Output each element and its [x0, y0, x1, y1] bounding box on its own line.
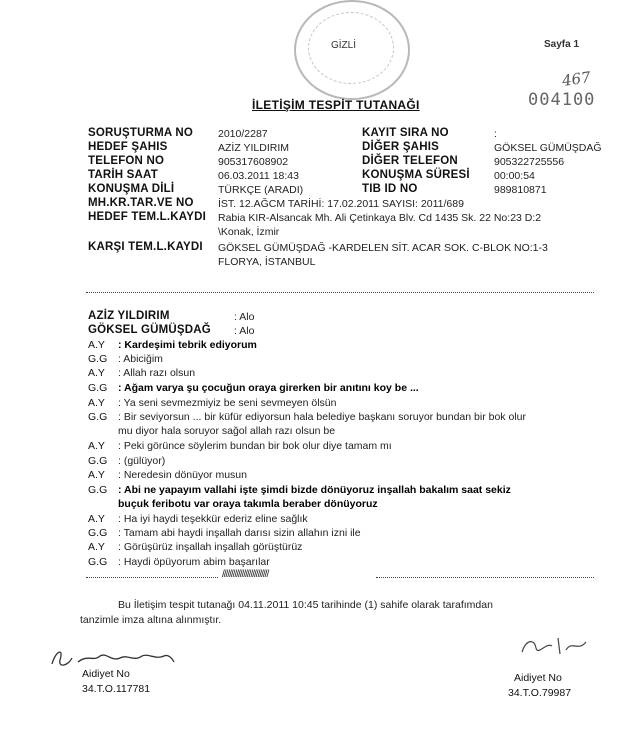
greeting-name: GÖKSEL GÜMÜŞDAĞ: [88, 324, 211, 336]
field-value: 905322725556: [494, 156, 565, 168]
hedef-tel-line2: \Konak, İzmir: [218, 226, 280, 238]
field-label: DİĞER TELEFON: [362, 155, 458, 167]
dialog-line: : Ha iyi haydi teşekkür ederiz eline sağlık: [118, 513, 308, 525]
dialog-speaker: G.G: [88, 484, 108, 496]
signature-label: Aidiyet No: [514, 672, 562, 684]
field-value: 989810871: [494, 184, 547, 196]
handwritten-number: 467: [560, 68, 592, 90]
dialog-speaker: G.G: [88, 527, 108, 539]
dialog-speaker: A.Y: [88, 469, 105, 481]
field-value: 00:00:54: [494, 170, 535, 182]
dialog-speaker: A.Y: [88, 513, 105, 525]
dialog-speaker: A.Y: [88, 367, 105, 379]
signature-number: 34.T.O.79987: [508, 687, 572, 699]
closing-line2: tanzimle imza altına alınmıştır.: [80, 614, 222, 626]
dialog-line: buçuk feribotu var oraya takımla beraber dönüyoruz: [118, 498, 378, 510]
dialog-line: mu diyor hala soruyor sağol allah razı olsun be: [118, 425, 336, 437]
separator-rule: [86, 292, 594, 293]
dialog-line: : Abiciğim: [118, 353, 163, 365]
field-label: SORUŞTURMA NO: [88, 127, 194, 139]
field-value: 06.03.2011 18:43: [218, 170, 299, 182]
page-title: İLETİŞİM TESPİT TUTANAĞI: [252, 98, 420, 112]
dialog-speaker: A.Y: [88, 397, 105, 409]
end-rule-right: [376, 577, 594, 578]
field-label: TELEFON NO: [88, 155, 165, 167]
dialog-speaker: A.Y: [88, 541, 105, 553]
karsi-tel-label: KARŞI TEM.L.KAYDI: [88, 241, 203, 253]
closing-line1: Bu İletişim tespit tutanağı 04.11.2011 10:45 tarihinde (1) sahife olarak tarafımdan: [118, 599, 493, 611]
field-label: HEDEF ŞAHIS: [88, 141, 168, 153]
field-label: TIB ID NO: [362, 183, 418, 195]
field-label: KONUŞMA SÜRESİ: [362, 169, 470, 181]
dialog-speaker: A.Y: [88, 440, 105, 452]
signature-right: [516, 632, 596, 662]
karsi-tel-line1: GÖKSEL GÜMÜŞDAĞ -KARDELEN SİT. ACAR SOK. C-BLOK NO:1-3: [218, 242, 548, 254]
field-label: DİĞER ŞAHIS: [362, 141, 439, 153]
field-label: MH.KR.TAR.VE NO: [88, 197, 194, 209]
dialog-line: : Ya seni sevmezmiyiz be seni sevmeyen ölsün: [118, 397, 337, 409]
dialog-line: : Haydi öpüyorum abim başarılar: [118, 556, 270, 568]
field-label: KAYIT SIRA NO: [362, 127, 449, 139]
karsi-tel-line2: FLORYA, İSTANBUL: [218, 256, 316, 268]
dialog-line: : Bir seviyorsun ... bir küfür ediyorsun hala belediye başkanı soruyor bundan bir bok olur: [118, 411, 526, 423]
greeting-name: AZİZ YILDIRIM: [88, 310, 170, 322]
field-value: 2010/2287: [218, 128, 268, 140]
page-label: Sayfa 1: [544, 39, 580, 50]
dialog-speaker: G.G: [88, 556, 108, 568]
seal-text: GİZLİ: [331, 40, 357, 51]
dialog-line: : Görüşürüz inşallah inşallah görüştürüz: [118, 541, 303, 553]
greeting-text: : Alo: [234, 325, 255, 337]
field-label: TARİH SAAT: [88, 169, 158, 181]
signature-label: Aidiyet No: [82, 668, 130, 680]
dialog-speaker: A.Y: [88, 339, 105, 351]
field-value: TÜRKÇE (ARADI): [218, 184, 304, 196]
hedef-tel-line1: Rabia KIR-Alsancak Mh. Ali Çetinkaya Blv. Cd 1435 Sk. 22 No:23 D:2: [218, 212, 542, 224]
dialog-line: : Tamam abi haydi inşallah darısı sizin allahın izni ile: [118, 527, 361, 539]
dialog-line: : Neredesin dönüyor musun: [118, 469, 247, 481]
dialog-line: : Kardeşimi tebrik ediyorum: [118, 339, 257, 351]
field-value: GÖKSEL GÜMÜŞDAĞ: [494, 142, 602, 154]
dialog-speaker: G.G: [88, 411, 108, 423]
dialog-speaker: G.G: [88, 455, 108, 467]
dialog-line: : Abi ne yapayım vallahi işte şimdi bizde dönüyoruz inşallah bakalım saat sekiz: [118, 484, 511, 496]
end-marker: //////////////////////////: [222, 569, 269, 580]
field-value: :: [494, 128, 497, 140]
dialog-line: : Allah razı olsun: [118, 367, 196, 379]
field-value: İST. 12.AĞCM TARİHİ: 17.02.2011 SAYISI: 2011/689: [218, 198, 464, 210]
signature-number: 34.T.O.117781: [82, 683, 151, 695]
dialog-line: : Ağam varya şu çocuğun oraya girerken bir anıtını koy be ...: [118, 382, 419, 394]
field-value: AZİZ YILDIRIM: [218, 142, 289, 154]
dialog-speaker: G.G: [88, 382, 108, 394]
greeting-text: : Alo: [234, 311, 255, 323]
doc-number: 004100: [528, 90, 596, 110]
dialog-line: : (gülüyor): [118, 455, 166, 467]
field-label: KONUŞMA DİLİ: [88, 183, 175, 195]
dialog-speaker: G.G: [88, 353, 108, 365]
hedef-tel-label: HEDEF TEM.L.KAYDI: [88, 211, 206, 223]
end-rule-left: [86, 577, 218, 578]
dialog-line: : Peki görünce söylerim bundan bir bok olur diye tamam mı: [118, 440, 392, 452]
field-value: 905317608902: [218, 156, 289, 168]
